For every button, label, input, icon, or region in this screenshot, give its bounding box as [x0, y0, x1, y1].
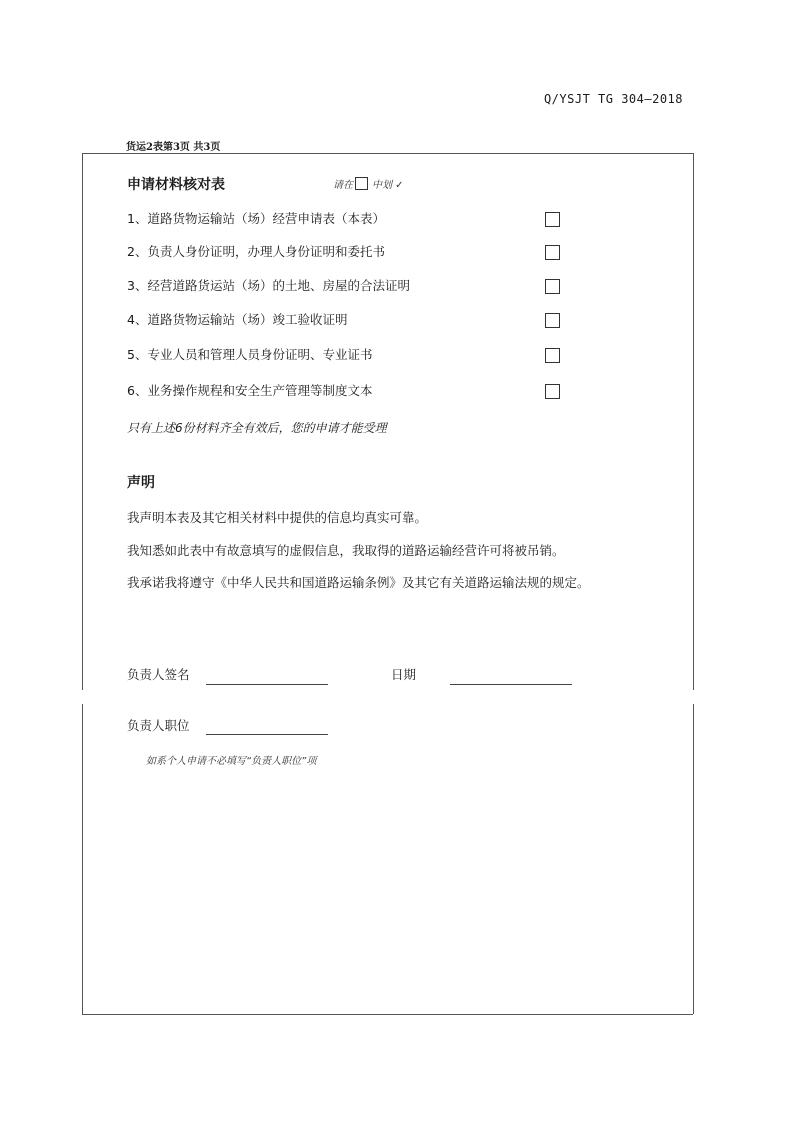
- position-field[interactable]: [206, 718, 328, 735]
- checklist-item: [127, 209, 567, 229]
- checklist-item-checkbox[interactable]: [545, 384, 560, 399]
- checklist-item-label: 3、经营道路货运站（场）的土地、房屋的合法证明: [127, 278, 410, 293]
- checklist-item-label: 2、负责人身份证明，办理人身份证明和委托书: [127, 244, 385, 259]
- legend-suffix: 中划 ✓: [372, 180, 404, 191]
- date-field[interactable]: [450, 668, 572, 685]
- checklist-item-checkbox[interactable]: [545, 348, 560, 363]
- checklist-legend: [333, 176, 404, 191]
- checklist-item-checkbox[interactable]: [545, 212, 560, 227]
- signer-label: 负责人签名: [127, 667, 190, 682]
- position-label: 负责人职位: [127, 718, 190, 733]
- declaration-line: 我承诺我将遵守《中华人民共和国道路运输条例》及其它有关道路运输法规的规定。: [127, 575, 590, 590]
- checklist-item-checkbox[interactable]: [545, 313, 560, 328]
- legend-prefix: 请在: [333, 180, 353, 191]
- checklist-item-checkbox[interactable]: [545, 245, 560, 260]
- checklist-note: 只有上述6份材料齐全有效后，您的申请才能受理: [127, 421, 387, 435]
- legend-checkbox-icon: [355, 177, 368, 190]
- checklist-item: [127, 381, 567, 401]
- standard-code: Q/YSJT TG 304—2018: [543, 92, 683, 106]
- checklist-item: [127, 242, 567, 262]
- signer-field[interactable]: [206, 668, 328, 685]
- declaration-line: 我声明本表及其它相关材料中提供的信息均真实可靠。: [127, 510, 428, 525]
- declaration-line: 我知悉如此表中有故意填写的虚假信息，我取得的道路运输经营许可将被吊销。: [127, 543, 565, 558]
- checklist-item-label: 6、业务操作规程和安全生产管理等制度文本: [127, 383, 373, 398]
- frame-top-border: [82, 153, 693, 154]
- checklist-item: [127, 345, 567, 365]
- form-page-ref: 货运2表第3页 共3页: [126, 142, 221, 153]
- declaration-title: 声明: [127, 475, 155, 491]
- frame-bottom-border: [82, 1014, 693, 1015]
- checklist-item: [127, 310, 567, 330]
- checklist-item-checkbox[interactable]: [545, 279, 560, 294]
- checklist-item: [127, 276, 567, 296]
- checklist-item-label: 4、道路货物运输站（场）竣工验收证明: [127, 312, 348, 327]
- checklist-item-label: 5、专业人员和管理人员身份证明、专业证书: [127, 347, 373, 362]
- checklist-title: 申请材料核对表: [127, 177, 225, 193]
- checklist-item-label: 1、道路货物运输站（场）经营申请表（本表）: [127, 211, 385, 226]
- position-footnote: 如系个人申请不必填写“负责人职位”项: [146, 756, 317, 767]
- page-break-gap: [60, 690, 720, 704]
- date-label: 日期: [391, 667, 417, 682]
